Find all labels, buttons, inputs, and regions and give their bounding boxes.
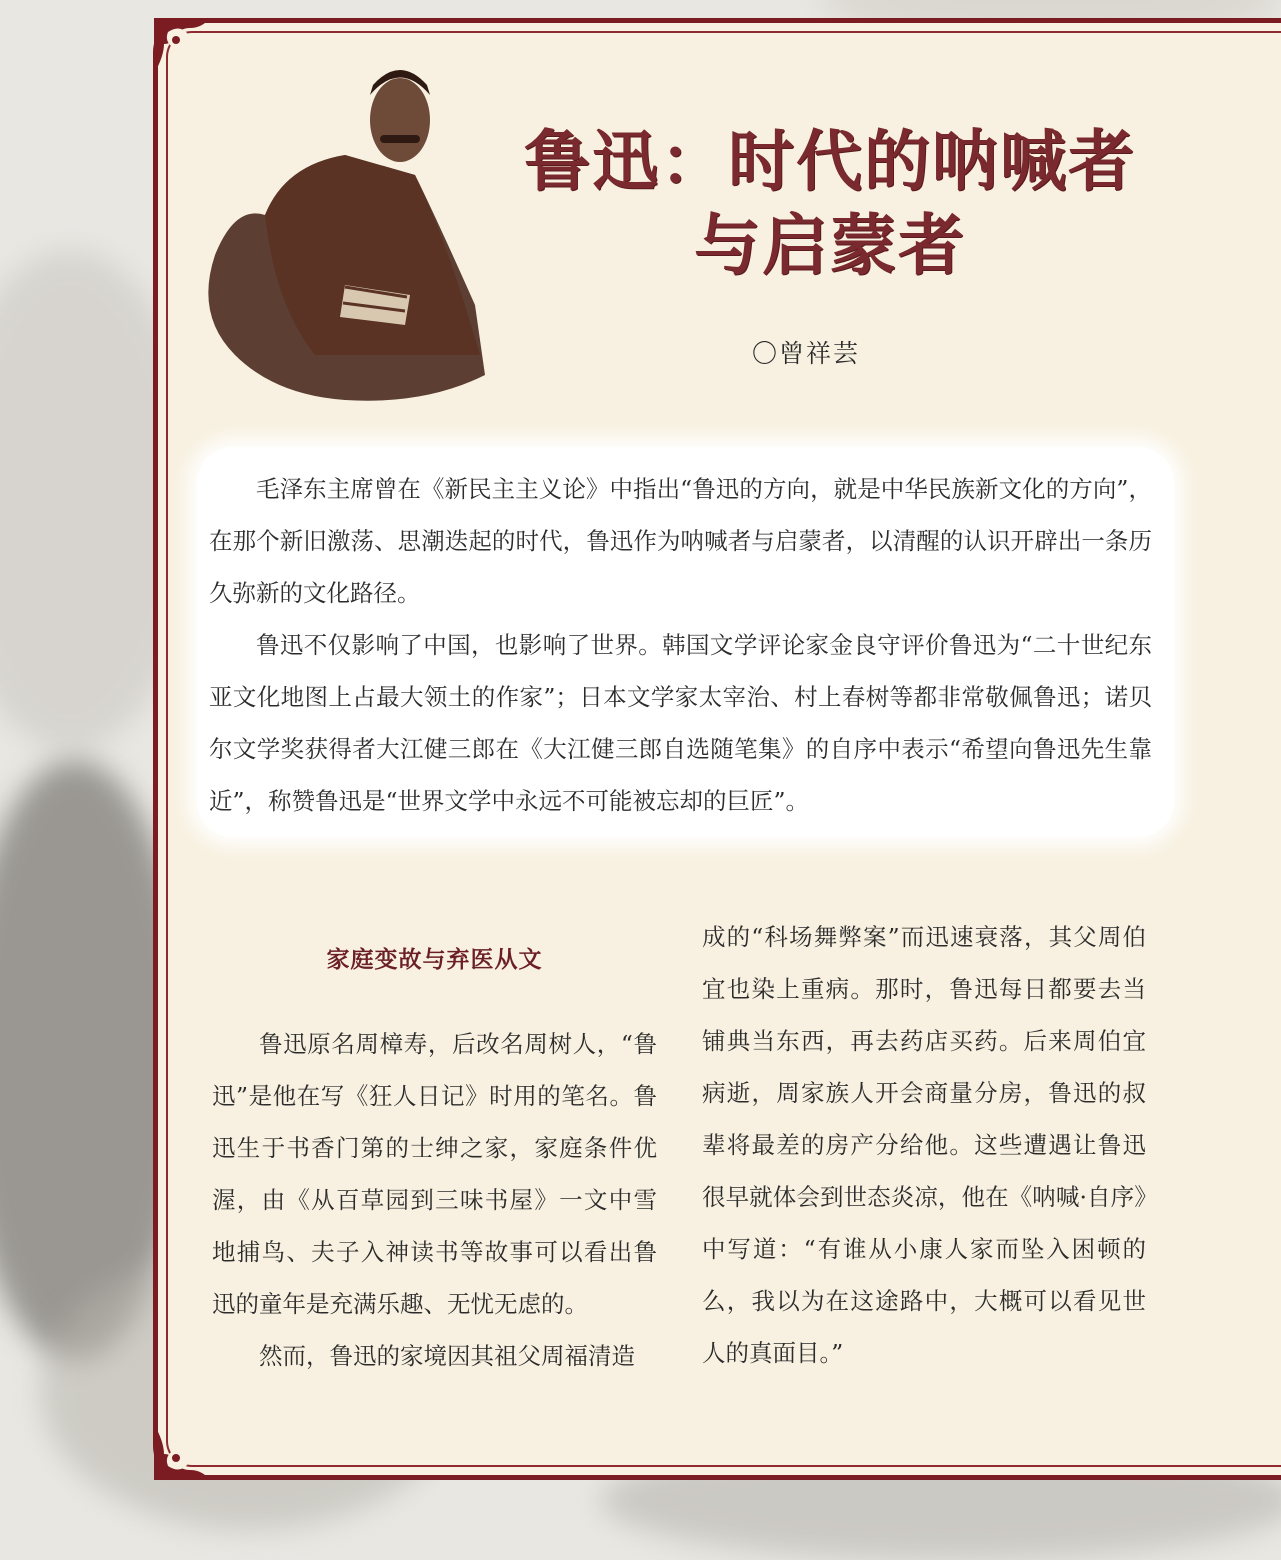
body-paragraph: 鲁迅原名周樟寿，后改名周树人，“鲁迅”是他在写《狂人日记》时用的笔名。鲁迅生于书香门第的士绅之家，家庭条件优渥，由《从百草园到三味书屋》一文中雪地捕鸟、夫子入神读书等故事可以看出鲁迅的童年是充满乐趣、无忧无虑的。 [212,1030,657,1318]
lead-paragraph: 鲁迅不仅影响了中国，也影响了世界。韩国文学评论家金良守评价鲁迅为“二十世纪东亚文化地图上占最大领土的作家”；日本文学家太宰治、村上春树等都非常敬佩鲁迅；诺贝尔文学奖获得者大江健三郎在《大江健三郎自选随笔集》的自序中表示“希望向鲁迅先生靠近”，称赞鲁迅是“世界文学中永远不可能被忘却的巨匠”。 [209,631,1152,815]
lu-xun-portrait-icon [195,55,495,405]
page-title [520,120,1140,288]
author-byline: 〇曾祥芸 [752,339,861,368]
body-paragraph: 成的“科场舞弊案”而迅速衰落，其父周伯宜也染上重病。那时，鲁迅每日都要去当铺典当东西，再去药店买药。后来周伯宜病逝，周家族人开会商量分房，鲁迅的叔辈将最差的房产分给他。这些遭遇让鲁迅很早就体会到世态炎凉，他在《呐喊·自序》中写道：“有谁从小康人家而坠入困顿的么，我以为在这途路中，大概可以看见世人的真面目。” [702,923,1146,1367]
body-column-right [702,911,1146,1379]
corner-ornament-icon [150,1400,234,1484]
title-line-1: 鲁迅：时代的呐喊者 [524,123,1136,200]
section-heading: 家庭变故与弃医从文 [326,947,543,973]
title-line-2: 与启蒙者 [694,207,966,284]
body-column-left [212,1018,657,1382]
body-paragraph: 然而，鲁迅的家境因其祖父周福清造 [259,1342,635,1370]
lead-paragraph: 毛泽东主席曾在《新民主主义论》中指出“鲁迅的方向，就是中华民族新文化的方向”，在那个新旧激荡、思潮迭起的时代，鲁迅作为呐喊者与启蒙者，以清醒的认识开辟出一条历久弥新的文化路径。 [209,475,1152,607]
lead-box [197,447,1174,837]
